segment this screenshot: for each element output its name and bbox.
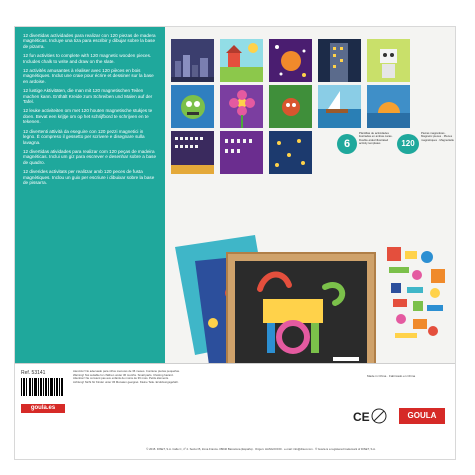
thumbnail-robot	[367, 39, 410, 82]
badge-templates-text: Plantillas de actividades ilustradas en ambas caras · Double-sided illustrated activity templates	[359, 131, 394, 146]
thumbnail-flower	[220, 85, 263, 128]
thumbnail-night-city	[171, 39, 214, 82]
blurb-it: 12 divertenti attività da eseguire con 120 pezzi magnetici in legno. È compreso il gessetto per scrivere e disegnare sulla lavagna.	[23, 128, 145, 145]
reference-number: Ref. 53141	[21, 370, 46, 376]
ce-mark: CE	[353, 410, 370, 424]
thumbnail-skyscraper	[318, 39, 361, 82]
made-in-label: Made in China · Fabricado en China	[367, 374, 416, 378]
warning-de: Achtung! Nicht für Kinder unter 36 Monaten geeignet. Kleine Teile. Erstickungsgefahr.	[73, 379, 179, 384]
thumbnail-alphabet	[171, 131, 214, 174]
badge-pieces-text: Piezas magnéticas · Magnetic pieces · Pièces magnétiques · Magnetteile	[421, 131, 454, 142]
thumbnail-jungle	[269, 85, 312, 128]
age-warning-icon	[371, 408, 387, 424]
website-link[interactable]: goula.es	[21, 404, 65, 413]
badge-pieces	[397, 132, 455, 172]
blurb-de: 12 lustige Aktivitäten, die man mit 120 magnetischen Teilen machen kann. Enthält Kreide zum Schreiben und Malen auf der Tafel.	[23, 88, 153, 105]
warning-en: Warning! Not suitable for children under 36 months. Small parts. Choking hazard.	[73, 372, 174, 377]
brand-logo: GOULA	[399, 408, 445, 424]
barcode	[21, 378, 63, 400]
activity-thumbnails	[167, 39, 456, 219]
blurb-nl: 12 leuke activiteiten om met 120 houten magnetische stukjes te doen. Bevat een krijtje om op het schrijfbord te schrijven en te tekenen.	[23, 108, 153, 125]
blurb-en: 12 fun activities to complete with 120 magnetic wooden pieces. Includes chalk to write and draw on the slate.	[23, 53, 152, 64]
blurb-ca: 12 diverides activitats per realitzar amb 120 peces de fusta magnètiques. Inclou un guix per escriure i dibuixar sobre la base de pissarra.	[23, 169, 155, 185]
footer-copyright: © 2015. DISET, S.A. Calle C, nº 2. Sector B, Zona Franca. 08040 Barcelona (España) · Origen: HANGOOOD · e-mail: info@diset.com · ® Goula is a registered trademark of DISET, S.A.	[146, 447, 376, 451]
thumbnail-space	[269, 39, 312, 82]
thumbnail-sunset	[367, 85, 410, 128]
legal-panel	[15, 363, 456, 460]
blurb-fr: 12 activités amusantes à réaliser avec 120 pièces en bois magnétiques. Inclut une craie pour écrire et dessiner sur la base en ardoise.	[23, 68, 154, 84]
thumbnail-farm	[220, 39, 263, 82]
badge-pieces-number: 120	[397, 134, 419, 154]
warnings-column	[73, 370, 263, 384]
badge-templates-number: 6	[337, 134, 357, 154]
warning-fr: Attention! Ne convient pas aux enfants de moins de 36 mois. Petits éléments.	[73, 376, 169, 381]
warning-es: Atención! No adecuado para niños menores de 36 meses. Contiene piezas pequeñas.	[73, 369, 180, 373]
badge-templates	[337, 132, 395, 172]
blurb-pt: 12 divertidas atividades para realizar com 120 peças de madeira magnéticas. Inclui um giz para escrever e desenhar sobre a base de quadro.	[23, 148, 157, 165]
description-panel	[15, 27, 165, 363]
thumbnail-monster	[171, 85, 214, 128]
box-back	[14, 26, 456, 460]
thumbnail-numbers	[220, 131, 263, 174]
thumbnail-sea	[318, 85, 361, 128]
thumbnail-stars	[269, 131, 312, 174]
blurb-es: 12 divertidas actividades para realizar con 120 piezas de madera magnéticas. Incluye una tiza para escribir y dibujar sobre la base de pizarra.	[23, 33, 156, 49]
